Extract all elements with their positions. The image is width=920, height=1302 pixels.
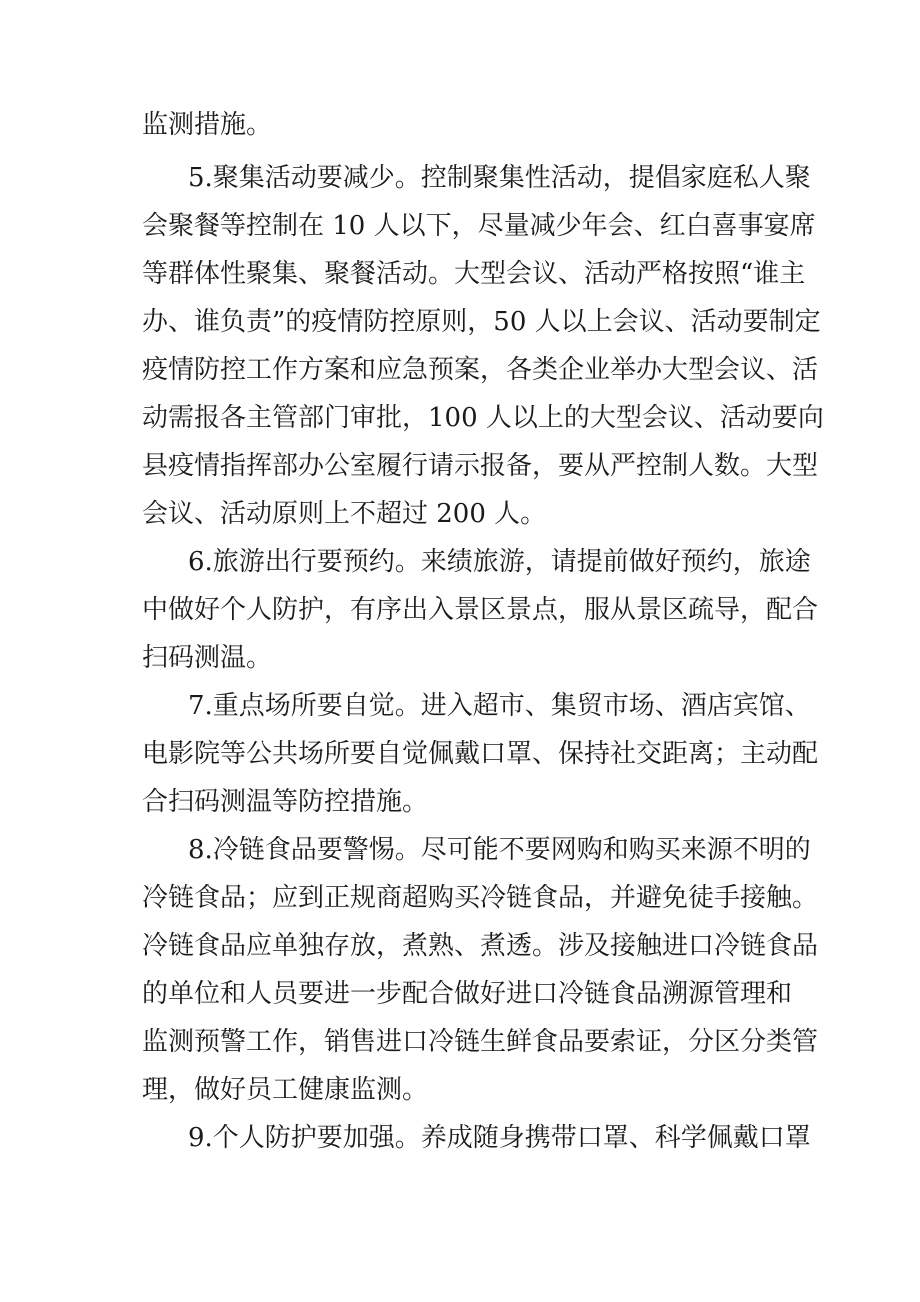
text-line: 冷链食品应单独存放，煮熟、煮透。涉及接触进口冷链食品 <box>142 931 819 961</box>
text-line: 扫码测温。 <box>142 643 273 673</box>
text-line: 9.个人防护要加强。养成随身携带口罩、科学佩戴口罩 <box>188 1123 811 1153</box>
text-line: 监测预警工作，销售进口冷链生鲜食品要索证，分区分类管 <box>142 1027 819 1057</box>
text-line: 8.冷链食品要警惕。尽可能不要网购和购买来源不明的 <box>188 835 811 865</box>
text-line: 县疫情指挥部办公室履行请示报备，要从严控制人数。大型 <box>142 451 819 481</box>
text-line: 会议、活动原则上不超过 200 人。 <box>142 499 547 529</box>
text-line: 办、谁负责”的疫情防控原则，50 人以上会议、活动要制定 <box>142 307 821 337</box>
text-line: 电影院等公共场所要自觉佩戴口罩、保持社交距离；主动配 <box>142 739 819 769</box>
text-line: 冷链食品；应到正规商超购买冷链食品，并避免徒手接触。 <box>142 883 819 913</box>
text-line: 的单位和人员要进一步配合做好进口冷链食品溯源管理和 <box>142 979 793 1009</box>
text-line: 理，做好员工健康监测。 <box>142 1075 429 1105</box>
text-line: 会聚餐等控制在 10 人以下，尽量减少年会、红白喜事宴席 <box>142 211 816 241</box>
text-line: 疫情防控工作方案和应急预案，各类企业举办大型会议、活 <box>142 355 819 385</box>
text-line: 等群体性聚集、聚餐活动。大型会议、活动严格按照“谁主 <box>142 259 806 289</box>
text-line: 合扫码测温等防控措施。 <box>142 787 429 817</box>
text-line: 监测措施。 <box>142 110 273 140</box>
text-line: 5.聚集活动要减少。控制聚集性活动，提倡家庭私人聚 <box>188 163 811 193</box>
text-line: 动需报各主管部门审批，100 人以上的大型会议、活动要向 <box>142 403 824 433</box>
text-line: 7.重点场所要自觉。进入超市、集贸市场、酒店宾馆、 <box>188 691 811 721</box>
text-line: 中做好个人防护，有序出入景区景点，服从景区疏导，配合 <box>142 595 819 625</box>
text-line: 6.旅游出行要预约。来绩旅游，请提前做好预约，旅途 <box>188 547 811 577</box>
